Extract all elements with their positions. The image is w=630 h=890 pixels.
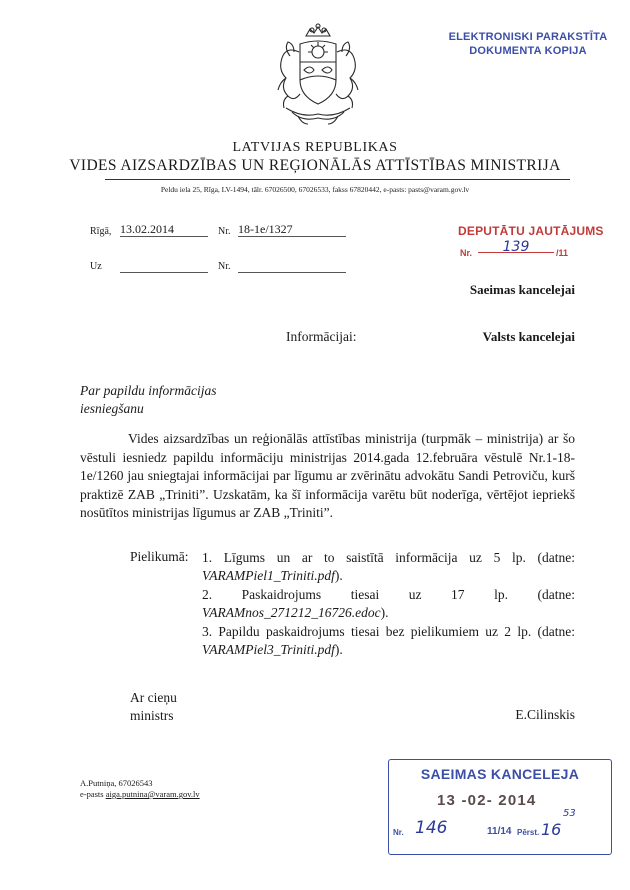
contact-block: [80, 778, 200, 800]
saeima-stamp-pages: 16: [541, 820, 562, 839]
header-divider: [105, 179, 570, 180]
letter-subject: [80, 382, 280, 418]
copy-stamp-line1: ELEKTRONISKI PARAKSTĪTA: [448, 31, 608, 43]
signer-name: E.Cilinskis: [515, 707, 575, 722]
closing-title: ministrs: [130, 708, 174, 723]
contact-email: aiga.putnina@varam.gov.lv: [105, 789, 200, 799]
attachment-text: 3. Papildu paskaidrojums tiesai bez pielikumiem uz 2 lp. (datne:: [202, 624, 575, 639]
deputy-stamp-number: 139: [502, 239, 530, 255]
subject-line2: iesniegšanu: [80, 401, 144, 416]
nr-label: Nr.: [218, 226, 231, 237]
saeima-stamp-title: SAEIMAS KANCELEJA: [420, 766, 580, 782]
contact-name: A.Putniņa, 67026543: [80, 778, 153, 788]
deputy-stamp-nr-label: Nr.: [460, 248, 473, 258]
saeima-stamp-pers-label: Pērst.: [517, 828, 540, 837]
coat-of-arms-icon: [268, 22, 368, 130]
contact-email-row: [80, 789, 200, 800]
saeima-stamp-year: 11/14: [487, 826, 512, 837]
attachment-item: [202, 586, 575, 623]
uz-label: Uz: [90, 261, 102, 272]
subject-line1: Par papildu informācijas: [80, 383, 217, 398]
attachments-label: Pielikumā:: [130, 549, 189, 564]
deputy-stamp-suffix: /11: [556, 248, 569, 258]
email-label: e-pasts: [80, 789, 104, 799]
attachment-end: ).: [380, 605, 389, 621]
attachment-text: 2. Paskaidrojums tiesai uz 17 lp. (datne:: [202, 587, 575, 602]
attachment-text: 1. Līgums un ar to saistītā informācija uz 5 lp. (datne:: [202, 550, 575, 565]
ministry-address: Peldu iela 25, Rīga, LV-1494, tālr. 67026500, 67026533, fakss 67820442, e-pasts: pasts@varam.gov.lv: [160, 185, 470, 194]
saeima-chancellery-stamp: [388, 759, 612, 855]
place-label: Rīgā,: [90, 226, 112, 237]
info-recipient: Valsts kancelejai: [482, 329, 575, 344]
saeima-stamp-date: 13 -02- 2014: [437, 792, 537, 809]
attachment-item: [202, 549, 575, 586]
saeima-stamp-extra: 53: [563, 808, 576, 819]
electronic-copy-stamp: [448, 30, 608, 58]
saeima-stamp-nr-label: Nr.: [393, 828, 404, 837]
nr2-blank-line: [238, 258, 346, 273]
attachment-end: ).: [334, 642, 343, 658]
primary-recipient: Saeimas kancelejai: [469, 282, 575, 297]
info-label: Informācijai:: [286, 329, 357, 344]
closing-regards: Ar cieņu: [130, 690, 177, 705]
letter-date: 13.02.2014: [120, 222, 208, 237]
saeima-stamp-hand-number: 146: [415, 818, 448, 838]
republic-heading: LATVIJAS REPUBLIKAS: [232, 140, 398, 155]
uz-blank-line: [120, 258, 208, 273]
ministry-heading: VIDES AIZSARDZĪBAS UN REĢIONĀLĀS ATTĪSTĪBAS MINISTRIJA: [69, 157, 561, 174]
nr2-label: Nr.: [218, 261, 231, 272]
attachment-filename: VARAMPiel1_Triniti.pdf: [202, 568, 335, 584]
deputy-question-stamp: DEPUTĀTU JAUTĀJUMS: [458, 224, 604, 238]
attachment-end: ).: [334, 568, 343, 584]
copy-stamp-line2: DOKUMENTA KOPIJA: [469, 45, 587, 57]
closing-block: [130, 689, 177, 725]
letter-number: 18-1e/1327: [238, 222, 346, 237]
attachment-filename: VARAMPiel3_Triniti.pdf: [202, 642, 335, 658]
attachment-filename: VARAMnos_271212_16726.edoc: [202, 605, 381, 621]
attachment-item: [202, 623, 575, 660]
deputy-stamp-number-line: [478, 238, 554, 253]
letter-body: Vides aizsardzības un reģionālās attīstības ministrija (turpmāk – ministrija) ar šo vēstuli iesniedz papildu informāciju ministrijas 2014.gada 12.februāra vēstulē Nr.1-18-1e/1260 jau sniegtajai informācijai par līgumu ar zvērinātu advokātu Sandi Petroviču, kurš praktizē ZAB „Triniti”. Uzskatām, ka šī informācija varētu būt noderīga, vērtējot iepriekš nosūtītos ministrijas līgumus ar ZAB „Triniti”.: [80, 431, 575, 521]
